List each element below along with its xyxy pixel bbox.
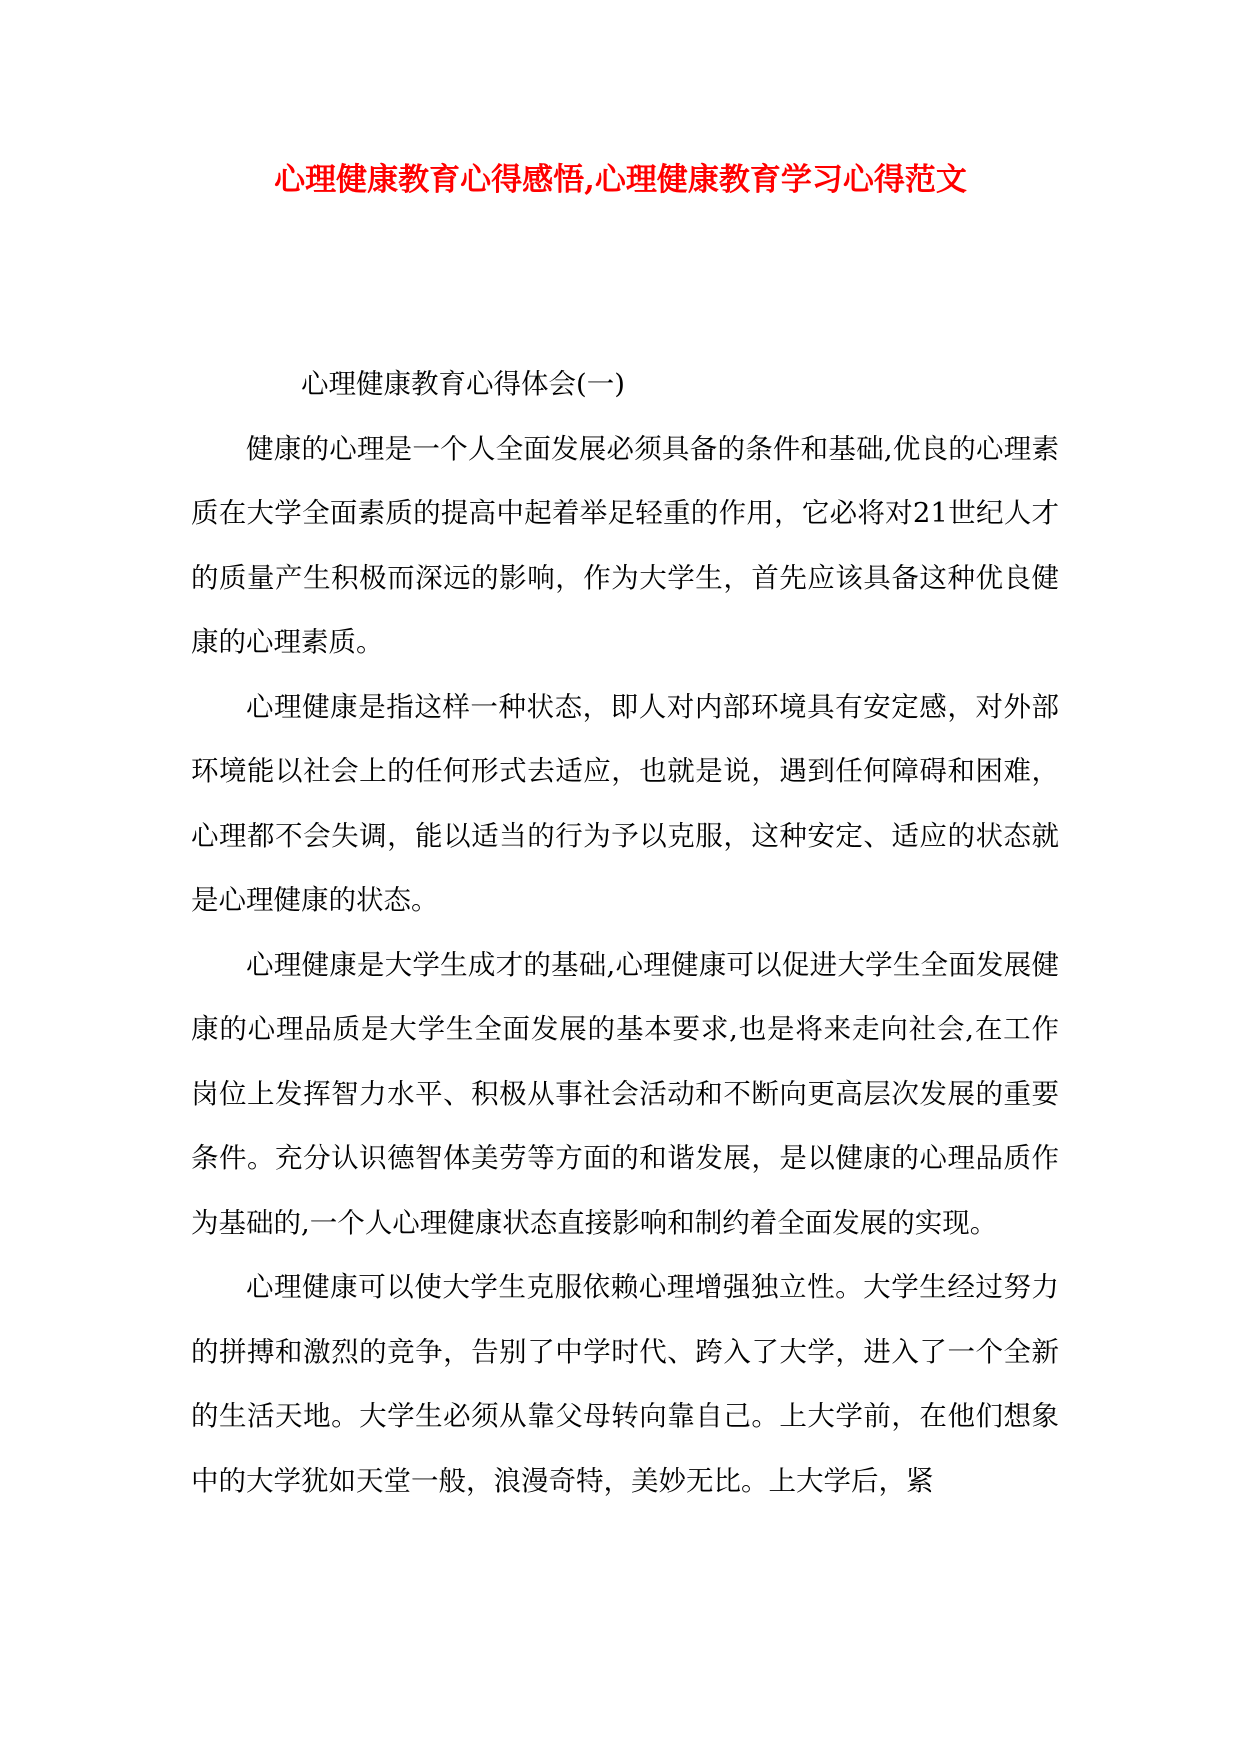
document-title: 心理健康教育心得感悟,心理健康教育学习心得范文: [274, 162, 967, 198]
section-subheading: [191, 352, 1059, 417]
paragraph: 健康的心理是一个人全面发展必须具备的条件和基础,优良的心理素质在大学全面素质的提高中起着举足轻重的作用，它必将对21世纪人才的质量产生积极而深远的影响，作为大学生，首先应该具备这种优良健康的心理素质。: [191, 432, 1059, 658]
paragraph: 心理健康可以使大学生克服依赖心理增强独立性。大学生经过努力的拼搏和激烈的竞争，告别了中学时代、跨入了大学，进入了一个全新的生活天地。大学生必须从靠父母转向靠自己。上大学前，在他们想象中的大学犹如天堂一般，浪漫奇特，美妙无比。上大学后，紧: [191, 1271, 1059, 1497]
subheading-text: 心理健康教育心得体会(一): [301, 368, 625, 400]
document-body: [191, 352, 1059, 1513]
paragraph: 心理健康是指这样一种状态，即人对内部环境具有安定感，对外部环境能以社会上的任何形式去适应，也就是说，遇到任何障碍和困难，心理都不会失调，能以适当的行为予以克服，这种安定、适应的状态就是心理健康的状态。: [191, 690, 1059, 916]
paragraph: 心理健康是大学生成才的基础,心理健康可以促进大学生全面发展健康的心理品质是大学生全面发展的基本要求,也是将来走向社会,在工作岗位上发挥智力水平、积极从事社会活动和不断向更高层次发展的重要条件。充分认识德智体美劳等方面的和谐发展，是以健康的心理品质作为基础的,一个人心理健康状态直接影响和制约着全面发展的实现。: [191, 948, 1059, 1239]
